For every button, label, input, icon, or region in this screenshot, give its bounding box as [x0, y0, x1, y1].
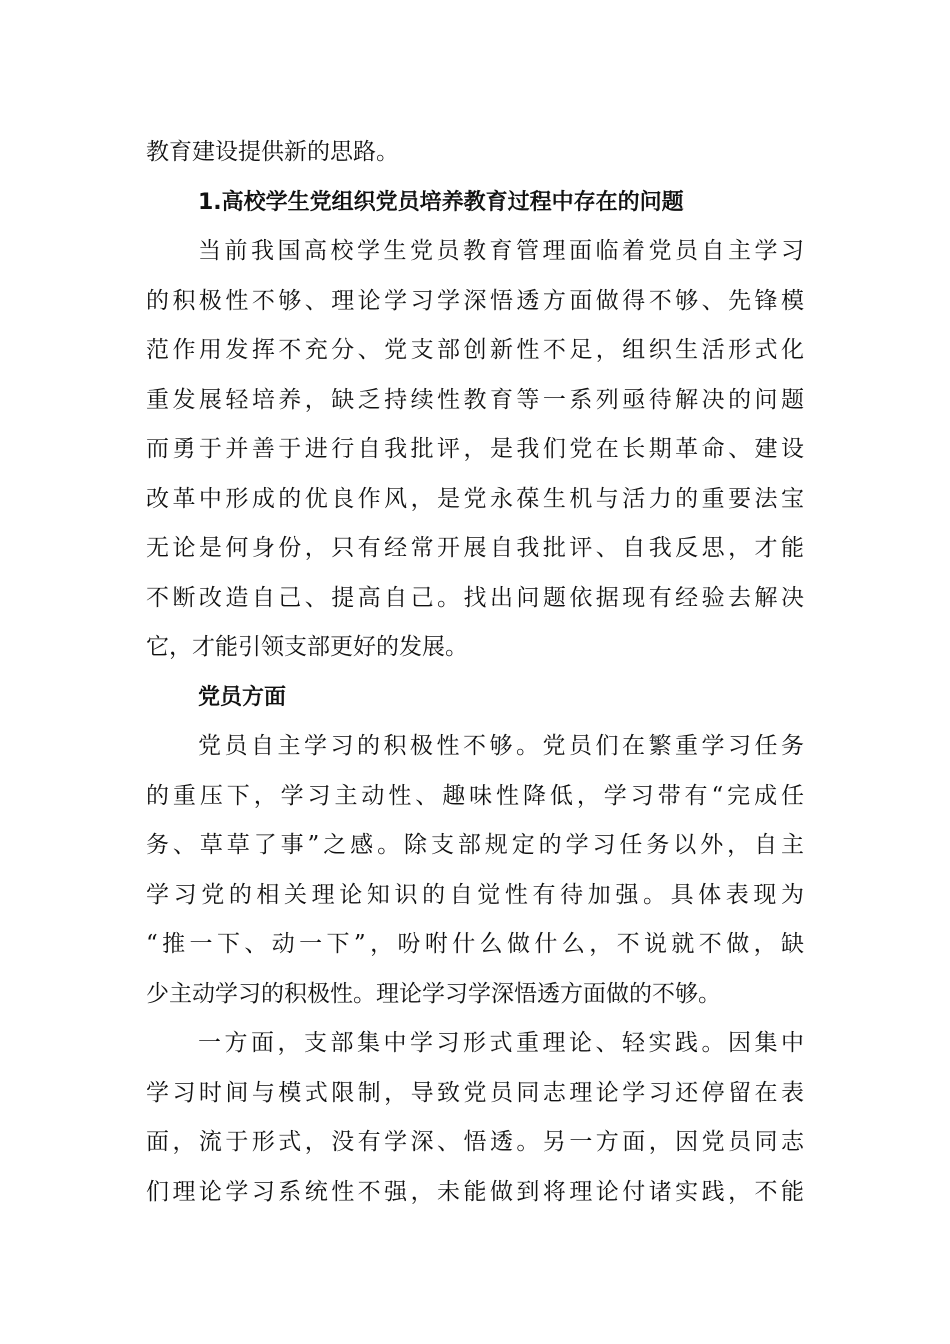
paragraph-line: 的重压下，学习主动性、趣味性降低，学习带有“完成任	[146, 782, 804, 809]
paragraph-line: 改革中形成的优良作风，是党永葆生机与活力的重要法宝	[146, 485, 804, 512]
paragraph-3	[146, 1019, 804, 1217]
paragraph-1	[146, 227, 804, 673]
paragraph-line: 重发展轻培养，缺乏持续性教育等一系列亟待解决的问题	[146, 386, 804, 413]
paragraph-line: 学习时间与模式限制，导致党员同志理论学习还停留在表	[146, 1079, 804, 1106]
paragraph-line: 少主动学习的积极性。理论学习学深悟透方面做的不够。	[146, 980, 721, 1007]
paragraph-line: 学习党的相关理论知识的自觉性有待加强。具体表现为	[146, 881, 804, 908]
paragraph-line: 而勇于并善于进行自我批评，是我们党在长期革命、建设	[146, 436, 804, 462]
paragraph-line: 面，流于形式，没有学深、悟透。另一方面，因党员同志	[146, 1129, 804, 1155]
paragraph-line: 一方面，支部集中学习形式重理论、轻实践。因集中	[198, 1030, 804, 1056]
paragraph-line: 的积极性不够、理论学习学深悟透方面做得不够、先锋模	[146, 287, 804, 314]
paragraph-line: 当前我国高校学生党员教育管理面临着党员自主学习	[198, 238, 804, 264]
paragraph-2	[146, 722, 804, 1019]
document-body	[146, 128, 804, 1217]
paragraph-line: 范作用发挥不充分、党支部创新性不足，组织生活形式化	[146, 337, 804, 363]
paragraph-line: 党员自主学习的积极性不够。党员们在繁重学习任务	[198, 733, 804, 759]
section-heading: 1.高校学生党组织党员培养教育过程中存在的问题	[198, 189, 684, 215]
paragraph-line: “推一下、动一下”，吩咐什么做什么，不说就不做，缺	[146, 931, 804, 957]
paragraph-line: 们理论学习系统性不强，未能做到将理论付诸实践，不能	[146, 1178, 804, 1205]
paragraph-line: 无论是何身份，只有经常开展自我批评、自我反思，才能	[146, 535, 804, 561]
continuation-text: 教育建设提供新的思路。	[146, 139, 399, 165]
subheading: 党员方面	[198, 683, 287, 710]
paragraph-line: 不断改造自己、提高自己。找出问题依据现有经验去解决	[146, 584, 804, 611]
paragraph-line: 它，才能引领支部更好的发展。	[146, 634, 468, 660]
paragraph-line: 务、草草了事”之感。除支部规定的学习任务以外，自主	[146, 832, 804, 858]
